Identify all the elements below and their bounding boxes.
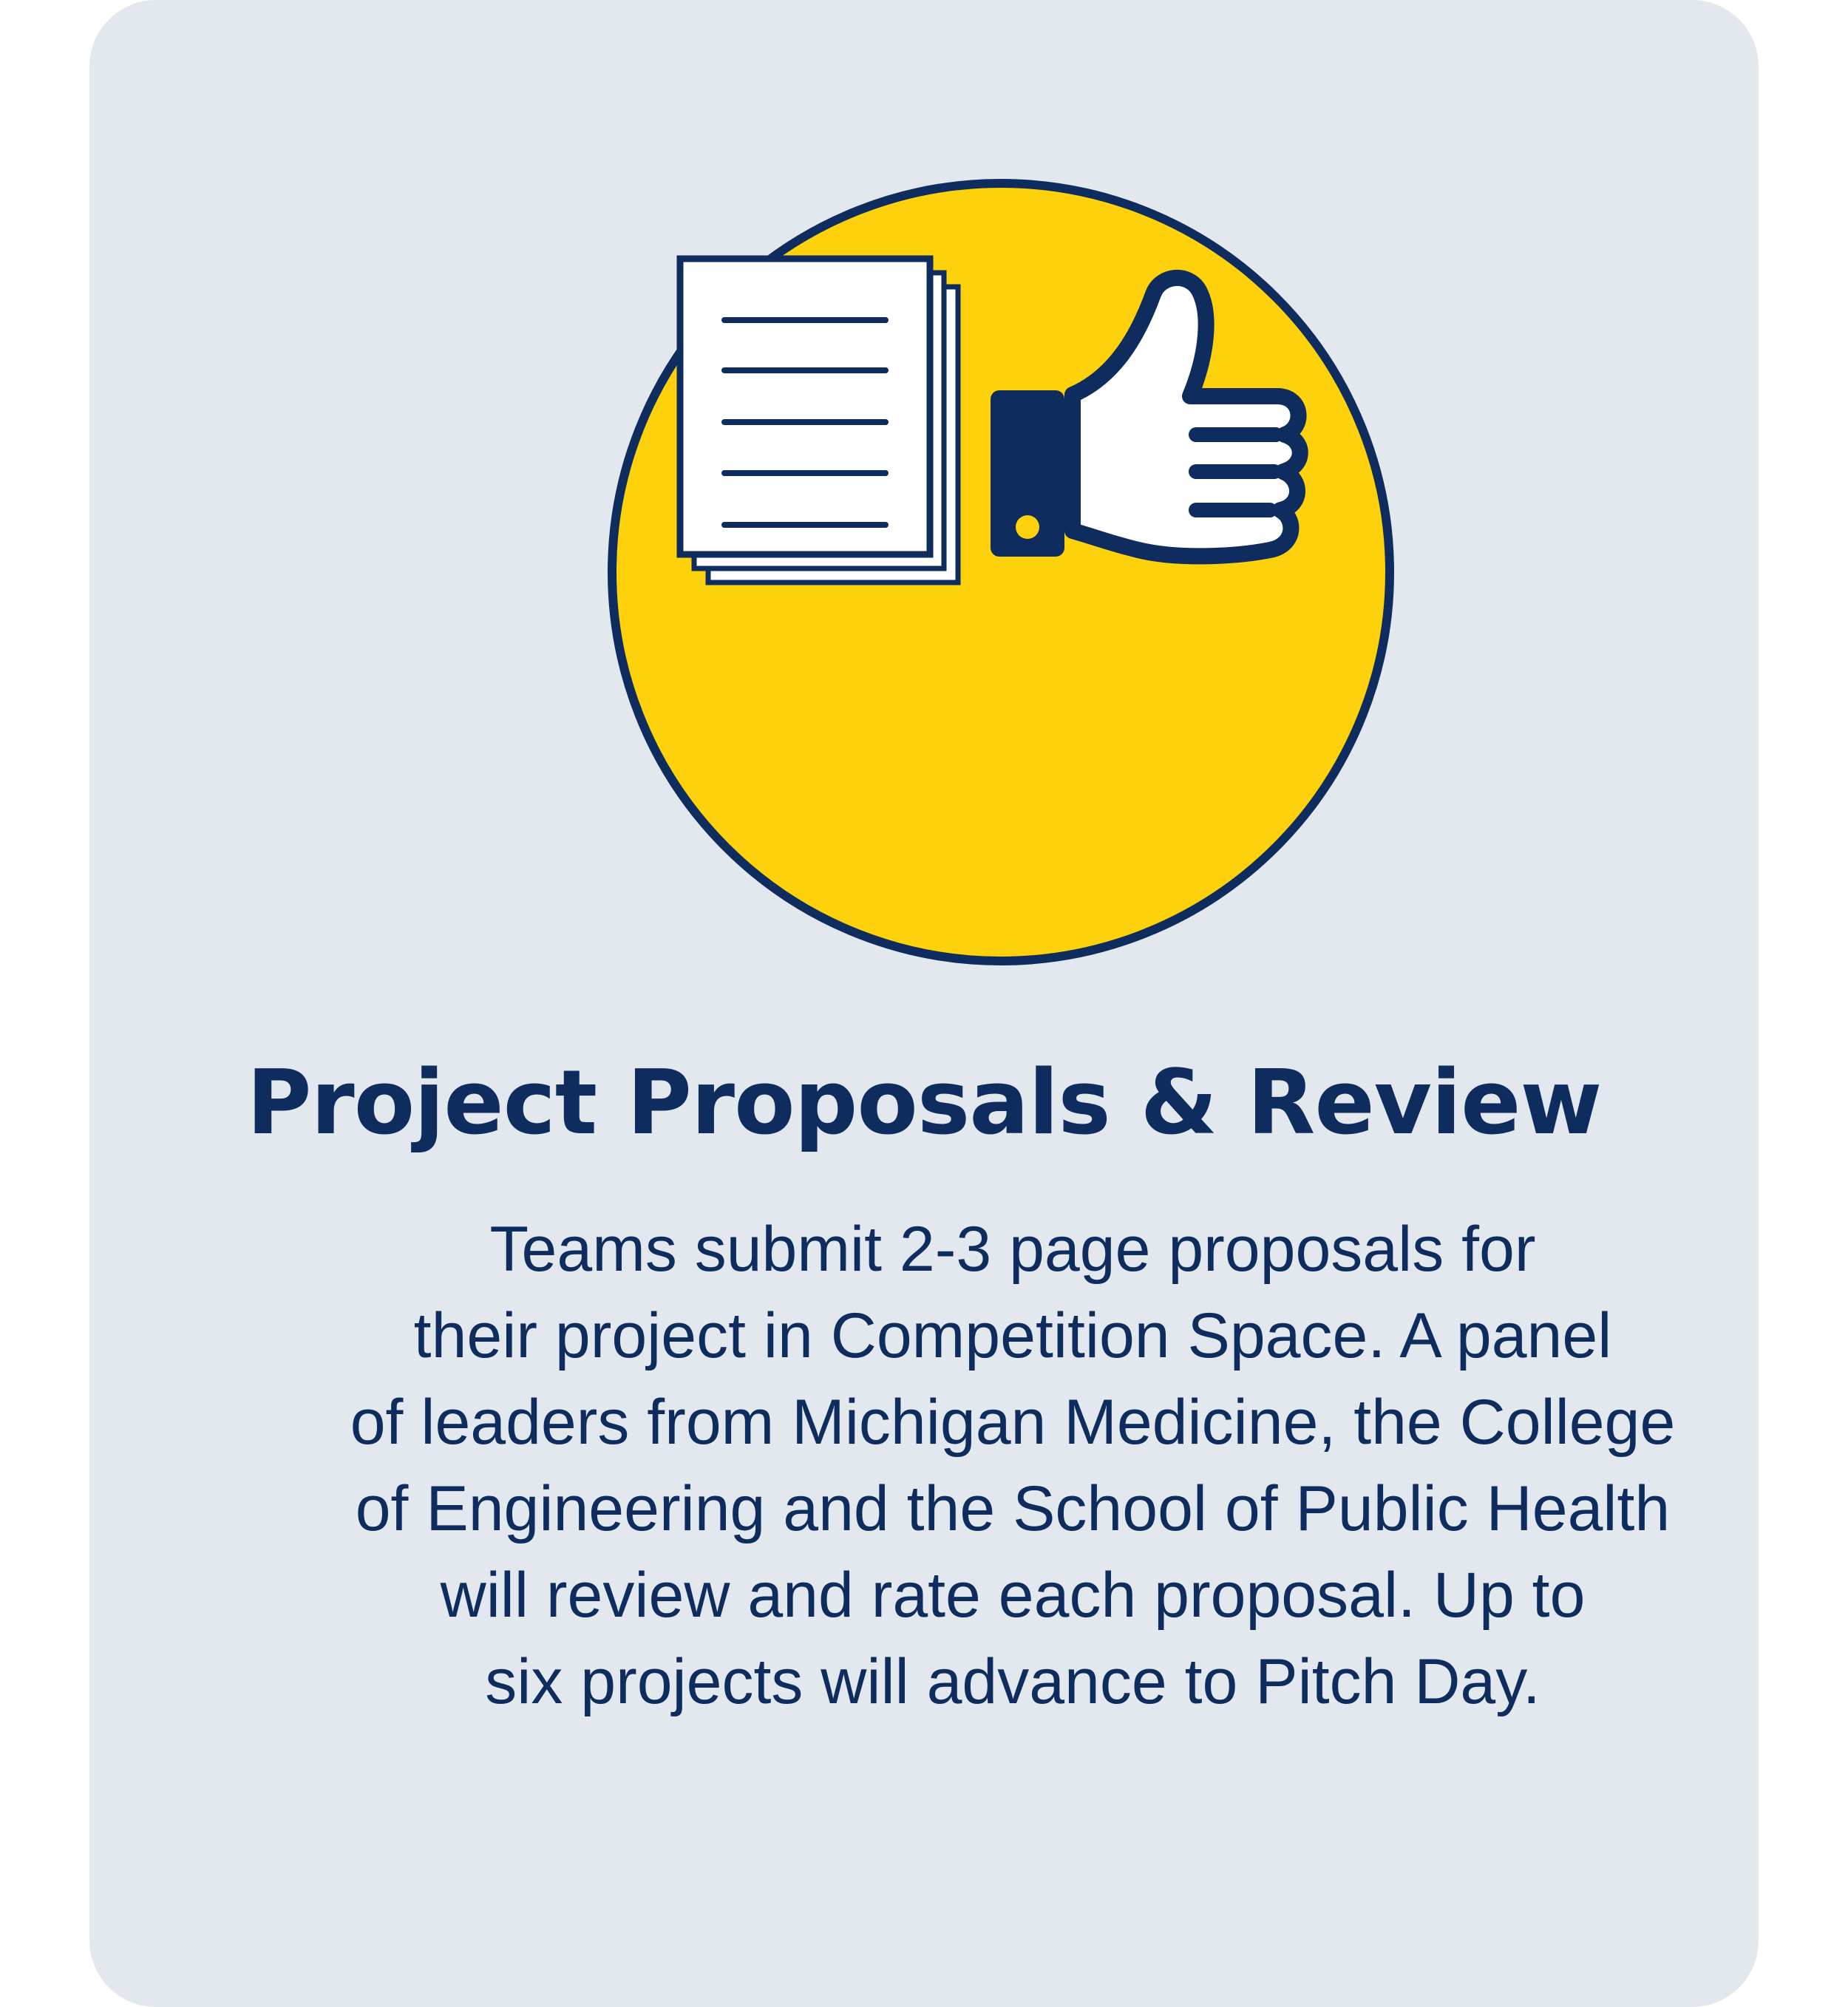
info-card xyxy=(89,0,1759,2007)
description-line: of leaders from Michigan Medicine, the College xyxy=(350,1387,1676,1458)
documents-icon xyxy=(680,259,958,583)
description-line: six projects will advance to Pitch Day. xyxy=(485,1646,1540,1717)
description-line: Teams submit 2-3 page proposals for xyxy=(489,1214,1536,1285)
description-line: their project in Competition Space. A panel xyxy=(413,1300,1612,1371)
description-line: of Engineering and the School of Public Health xyxy=(355,1473,1671,1544)
description-line: will review and rate each proposal. Up to xyxy=(440,1560,1586,1631)
card-description xyxy=(178,1206,1847,1725)
card-title: Project Proposals & Review xyxy=(246,1052,1602,1155)
badge-circle xyxy=(605,176,1397,968)
